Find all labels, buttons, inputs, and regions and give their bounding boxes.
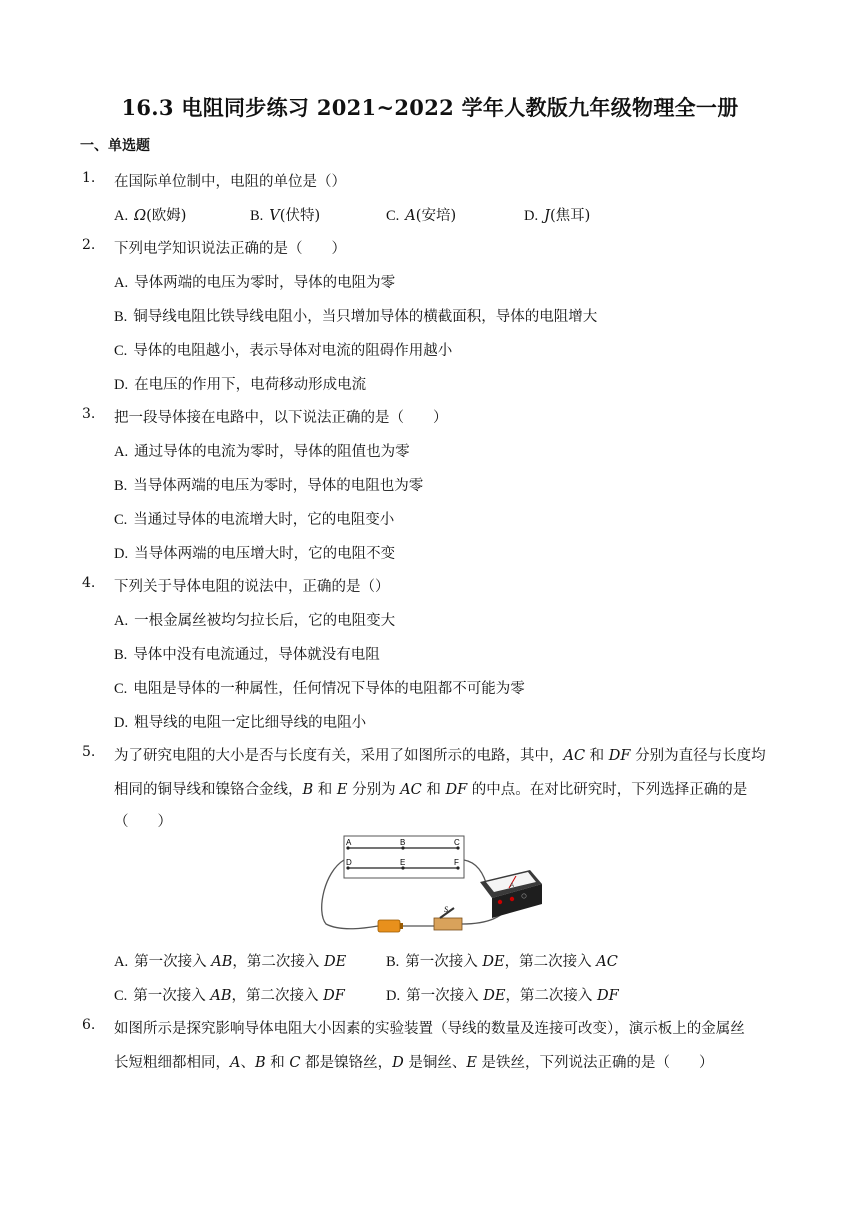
question-stem-line-1 bbox=[114, 744, 766, 765]
option-label: C. bbox=[114, 343, 128, 359]
option-b[interactable] bbox=[250, 204, 320, 225]
option-a[interactable] bbox=[114, 440, 410, 461]
question-stem-line-2 bbox=[114, 1051, 714, 1072]
option-b[interactable] bbox=[114, 305, 597, 326]
option-a[interactable] bbox=[114, 271, 395, 292]
label-e: E bbox=[400, 858, 406, 867]
option-text: (安培) bbox=[415, 208, 457, 224]
text-run: 和 bbox=[585, 748, 609, 764]
circuit-figure bbox=[316, 832, 556, 936]
option-label: B. bbox=[114, 478, 128, 494]
option-text: ，第二次接入 bbox=[231, 988, 324, 1004]
label-c: C bbox=[454, 838, 460, 847]
option-label: D. bbox=[114, 715, 129, 731]
option-text: 当通过导体的电流增大时，它的电阻变小 bbox=[133, 512, 395, 528]
terminal-red-icon bbox=[510, 897, 514, 901]
question-number: 2. bbox=[82, 237, 96, 253]
text-run: 和 bbox=[421, 782, 446, 798]
question-number: 5. bbox=[82, 744, 96, 760]
question-stem: 下列关于导体电阻的说法中，正确的是（） bbox=[114, 579, 390, 595]
option-c[interactable] bbox=[114, 508, 394, 529]
question-number: 6. bbox=[82, 1017, 96, 1033]
text-run: 分别为 bbox=[347, 782, 401, 798]
math-symbol: AC bbox=[596, 954, 618, 970]
option-text: 导体的电阻越小，表示导体对电流的阻碍作用越小 bbox=[133, 343, 453, 359]
math-symbol: AB bbox=[210, 988, 232, 1004]
option-label: A. bbox=[114, 444, 129, 460]
option-text: 当导体两端的电压增大时，它的电阻不变 bbox=[134, 546, 396, 562]
text-run: 、 bbox=[240, 1055, 255, 1071]
text-run: 都是镍铬丝， bbox=[300, 1055, 393, 1071]
text-run: 是铁丝，下列说法正确的是（ ） bbox=[476, 1055, 714, 1071]
option-label: A. bbox=[114, 613, 129, 629]
option-text: 通过导体的电流为零时，导体的阻值也为零 bbox=[134, 444, 410, 460]
option-text: 第一次接入 bbox=[406, 988, 484, 1004]
text-run: 相同的铜导线和镍铬合金线， bbox=[114, 782, 303, 798]
question-stem-line-1: 如图所示是探究影响导体电阻大小因素的实验装置（导线的数量及连接可改变），演示板上的金属丝 bbox=[114, 1021, 745, 1037]
option-label: C. bbox=[114, 988, 128, 1004]
math-symbol: DF bbox=[323, 988, 345, 1004]
question-stem-line-2 bbox=[114, 778, 747, 799]
option-text: 粗导线的电阻一定比细导线的电阻小 bbox=[134, 715, 367, 731]
option-text: (欧姆) bbox=[146, 208, 187, 224]
option-b[interactable] bbox=[386, 950, 618, 971]
option-d[interactable] bbox=[114, 711, 366, 732]
option-text: 当导体两端的电压为零时，导体的电阻也为零 bbox=[133, 478, 424, 494]
math-symbol: B bbox=[254, 1055, 266, 1071]
unit-symbol: Ω bbox=[134, 208, 147, 224]
math-symbol: D bbox=[392, 1055, 404, 1071]
ammeter-label: A bbox=[510, 883, 515, 889]
page-title: 16.3 电阻同步练习 2021~2022 学年人教版九年级物理全一册 bbox=[121, 95, 739, 120]
battery-terminal bbox=[400, 923, 403, 929]
option-text: 第一次接入 bbox=[133, 988, 211, 1004]
math-symbol: AC bbox=[400, 782, 422, 798]
math-symbol: DF bbox=[597, 988, 619, 1004]
question-number: 3. bbox=[82, 406, 96, 422]
option-label: B. bbox=[386, 954, 400, 970]
label-a: A bbox=[346, 838, 352, 847]
battery-icon bbox=[378, 920, 400, 932]
option-label: C. bbox=[114, 512, 128, 528]
label-d: D bbox=[346, 858, 352, 867]
option-text: (伏特) bbox=[279, 208, 321, 224]
option-label: D. bbox=[114, 377, 129, 393]
option-text: ，第二次接入 bbox=[505, 988, 598, 1004]
section-heading: 一、单选题 bbox=[80, 138, 150, 154]
option-c[interactable] bbox=[114, 677, 525, 698]
option-text: 一根金属丝被均匀拉长后，它的电阻变大 bbox=[134, 613, 396, 629]
math-symbol: C bbox=[289, 1055, 301, 1071]
text-run: 和 bbox=[313, 782, 337, 798]
text-run: 分别为直径与长度均 bbox=[630, 748, 766, 764]
option-label: B. bbox=[114, 309, 128, 325]
math-symbol: DE bbox=[483, 988, 506, 1004]
math-symbol: DF bbox=[608, 748, 631, 764]
text-run: 和 bbox=[265, 1055, 290, 1071]
question-number: 4. bbox=[82, 575, 96, 591]
option-a[interactable] bbox=[114, 609, 395, 630]
math-symbol: E bbox=[336, 782, 348, 798]
switch-base-icon bbox=[434, 918, 462, 930]
option-d[interactable] bbox=[386, 984, 619, 1005]
question-number: 1. bbox=[82, 170, 96, 186]
option-text: 第一次接入 bbox=[405, 954, 483, 970]
question-stem: 在国际单位制中，电阻的单位是（） bbox=[114, 174, 346, 190]
terminal-black-icon bbox=[522, 894, 526, 898]
option-b[interactable] bbox=[114, 474, 423, 495]
math-symbol: AB bbox=[211, 954, 233, 970]
math-symbol: E bbox=[466, 1055, 477, 1071]
math-symbol: DF bbox=[445, 782, 468, 798]
option-label: D. bbox=[114, 546, 129, 562]
option-a[interactable] bbox=[114, 950, 346, 971]
label-b: B bbox=[400, 838, 406, 847]
option-text: (焦耳) bbox=[549, 208, 591, 224]
math-symbol: DE bbox=[323, 954, 347, 970]
option-text: 第一次接入 bbox=[134, 954, 212, 970]
option-label: D. bbox=[386, 988, 401, 1004]
option-label: B. bbox=[250, 208, 264, 224]
option-a[interactable] bbox=[114, 204, 186, 225]
option-label: A. bbox=[114, 954, 129, 970]
option-label: B. bbox=[114, 647, 128, 663]
option-c[interactable] bbox=[114, 984, 345, 1005]
option-label: D. bbox=[524, 208, 539, 224]
question-stem-line-3: （ ） bbox=[114, 814, 172, 830]
question-stem: 把一段导体接在电路中，以下说法正确的是（ ） bbox=[114, 410, 448, 426]
unit-symbol: J bbox=[544, 208, 550, 224]
option-label: A. bbox=[114, 275, 129, 291]
option-text: 导体中没有电流通过，导体就没有电阻 bbox=[133, 647, 380, 663]
option-text: ，第二次接入 bbox=[232, 954, 324, 970]
option-d[interactable] bbox=[114, 542, 395, 563]
question-stem: 下列电学知识说法正确的是（ ） bbox=[114, 241, 346, 257]
option-label: C. bbox=[114, 681, 128, 697]
math-symbol: AC bbox=[563, 748, 586, 764]
option-text: 铜导线电阻比铁导线电阻小，当只增加导体的横截面积，导体的电阻增大 bbox=[133, 309, 598, 325]
label-s: S bbox=[444, 905, 448, 914]
option-label: C. bbox=[386, 208, 400, 224]
option-text: ，第二次接入 bbox=[504, 954, 597, 970]
option-c[interactable] bbox=[114, 339, 452, 360]
option-label: A. bbox=[114, 208, 129, 224]
unit-symbol: V bbox=[269, 208, 280, 224]
option-d[interactable] bbox=[114, 373, 366, 394]
text-run: 是铜丝、 bbox=[403, 1055, 467, 1071]
option-text: 在电压的作用下，电荷移动形成电流 bbox=[134, 377, 367, 393]
math-symbol: A bbox=[230, 1055, 241, 1071]
text-run: 长短粗细都相同， bbox=[114, 1055, 230, 1071]
text-run: 为了研究电阻的大小是否与长度有关，采用了如图所示的电路，其中， bbox=[114, 748, 564, 764]
option-d[interactable] bbox=[524, 204, 590, 225]
unit-symbol: A bbox=[405, 208, 416, 224]
terminal-red-icon bbox=[498, 900, 502, 904]
text-run: 的中点。在对比研究时，下列选择正确的是 bbox=[467, 782, 748, 798]
option-text: 电阻是导体的一种属性，任何情况下导体的电阻都不可能为零 bbox=[133, 681, 525, 697]
label-f: F bbox=[454, 858, 459, 867]
math-symbol: B bbox=[302, 782, 314, 798]
option-text: 导体两端的电压为零时，导体的电阻为零 bbox=[134, 275, 396, 291]
option-c[interactable] bbox=[386, 204, 456, 225]
option-b[interactable] bbox=[114, 643, 380, 664]
math-symbol: DE bbox=[482, 954, 505, 970]
